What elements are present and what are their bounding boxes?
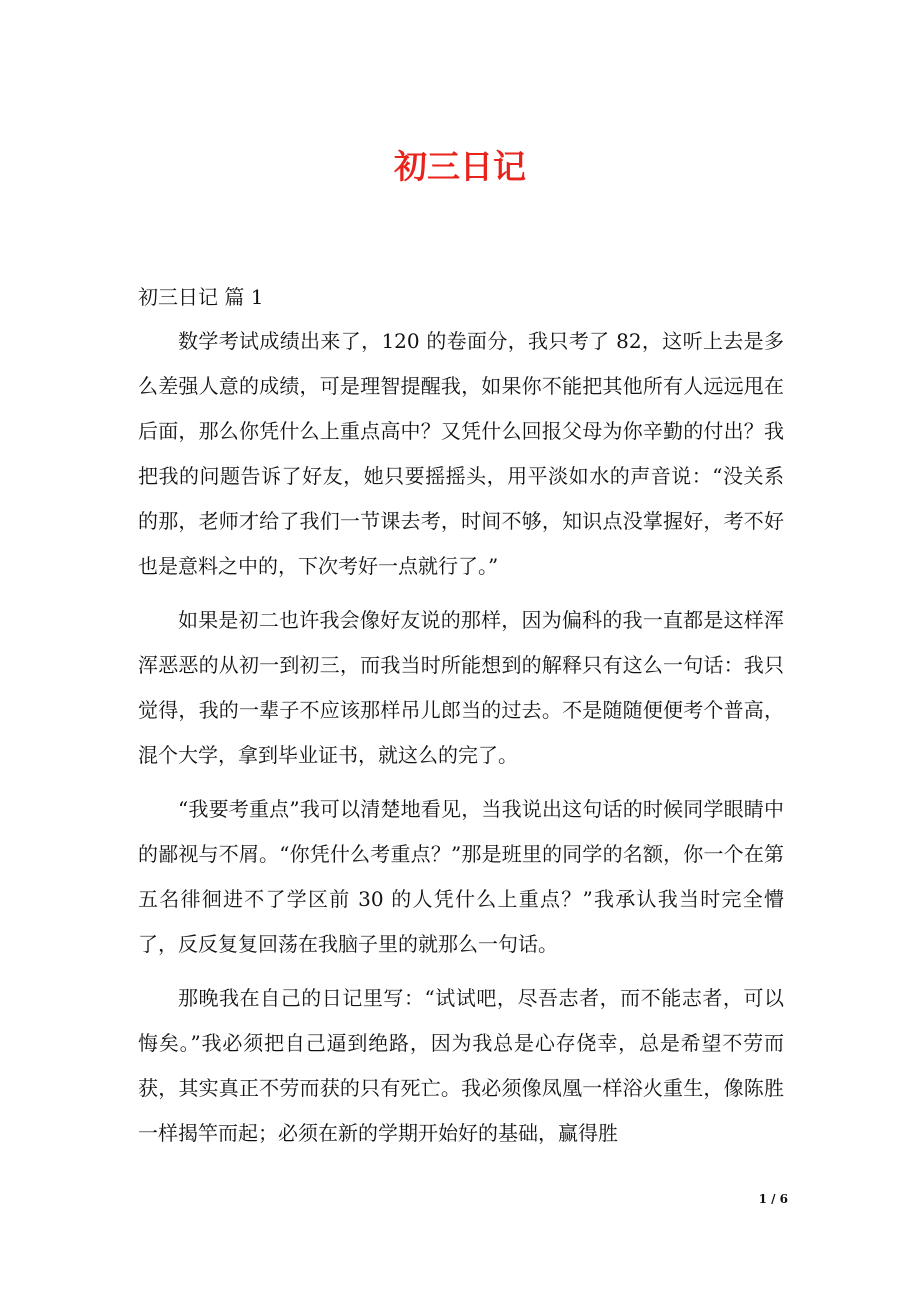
document-body — [138, 319, 784, 1165]
paragraph: 数学考试成绩出来了，120 的卷面分，我只考了 82，这听上去是多么差强人意的成绩，可是理智提醒我，如果你不能把其他所有人远远甩在后面，那么你凭什么上重点高中？又凭什么回报父母为你辛勤的付出？我把我的问题告诉了好友，她只要摇摇头，用平淡如水的声音说：“没关系的那，老师才给了我们一节课去考，时间不够，知识点没掌握好，考不好也是意料之中的，下次考好一点就行了。” — [138, 329, 784, 578]
paragraph: 那晚我在自己的日记里写：“试试吧，尽吾志者，而不能志者，可以悔矣。”我必须把自己逼到绝路，因为我总是心存侥幸，总是希望不劳而获，其实真正不劳而获的只有死亡。我必须像凤凰一样浴火重生，像陈胜一样揭竿而起；必须在新的学期开始好的基础，赢得胜 — [138, 986, 784, 1145]
paragraph: 如果是初二也许我会像好友说的那样，因为偏科的我一直都是这样浑浑恶恶的从初一到初三，而我当时所能想到的解释只有这么一句话：我只觉得，我的一辈子不应该那样吊儿郎当的过去。不是随随便便考个普高，混个大学，拿到毕业证书，就这么的完了。 — [138, 608, 784, 767]
section-heading: 初三日记 篇 1 — [138, 285, 264, 309]
paragraph: “我要考重点”我可以清楚地看见，当我说出这句话的时候同学眼睛中的鄙视与不屑。“你凭什么考重点？”那是班里的同学的名额，你一个在第五名徘徊进不了学区前 30 的人凭什么上重点？”我承认我当时完全懵了，反反复复回荡在我脑子里的就那么一句话。 — [138, 797, 784, 956]
document-title: 初三日记 — [394, 147, 526, 186]
page-number: 1 / 6 — [758, 1192, 788, 1206]
